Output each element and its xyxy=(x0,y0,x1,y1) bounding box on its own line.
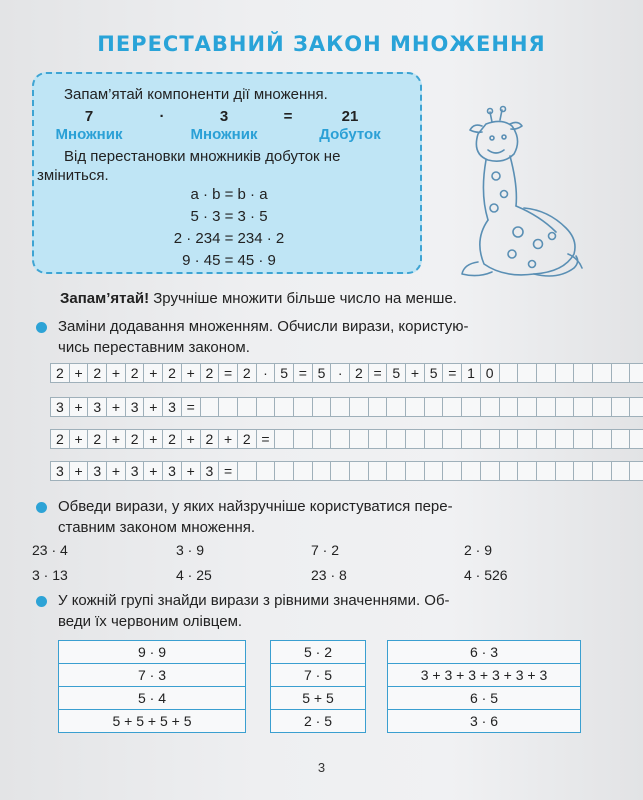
grid-cell[interactable]: 2 xyxy=(200,429,220,449)
remember-text: Зручніше множити більше число на менше. xyxy=(149,290,457,307)
grid-cell[interactable] xyxy=(592,461,612,481)
grid-cell[interactable] xyxy=(293,461,313,481)
grid-cell[interactable] xyxy=(611,363,631,383)
grid-cell[interactable]: 2 xyxy=(237,429,257,449)
grid-cell[interactable] xyxy=(405,429,425,449)
expression[interactable]: 23 · 4 xyxy=(32,542,68,558)
group2-expression[interactable]: 5 + 5 xyxy=(271,687,366,710)
group1-expression[interactable]: 5 · 4 xyxy=(59,687,246,710)
grid-cell[interactable] xyxy=(200,397,220,417)
remember-line xyxy=(60,288,457,310)
grid-cell[interactable]: 2 xyxy=(50,429,70,449)
task3-line-1: У кожній групі знайди вирази з рівними значеннями. Об- xyxy=(58,592,450,609)
task1-line-2: чись переставним законом. xyxy=(58,339,250,356)
grid-cell[interactable] xyxy=(517,429,537,449)
task3-line-2: веди їх червоним олівцем. xyxy=(58,613,243,630)
grid-cell[interactable]: 2 xyxy=(50,363,70,383)
grid-cell[interactable] xyxy=(424,397,444,417)
grid-cell[interactable]: 0 xyxy=(480,363,500,383)
group1-expression[interactable]: 9 · 9 xyxy=(59,641,246,664)
grid-cell[interactable] xyxy=(536,429,556,449)
grid-cell[interactable] xyxy=(442,461,462,481)
grid-cell[interactable] xyxy=(274,461,294,481)
grid-cell[interactable]: · xyxy=(256,363,276,383)
group2-expression[interactable]: 5 · 2 xyxy=(271,641,366,664)
grid-cell[interactable] xyxy=(517,363,537,383)
grid-cell[interactable]: + xyxy=(143,429,163,449)
grid-cell[interactable]: + xyxy=(143,397,163,417)
example-4: 9 · 45 = 45 · 9 xyxy=(182,252,276,269)
grid-cell[interactable]: 3 xyxy=(125,461,145,481)
grid-cell[interactable] xyxy=(555,363,575,383)
grid-cell[interactable]: 5 xyxy=(312,363,332,383)
group2-expression[interactable]: 2 · 5 xyxy=(271,710,366,733)
answer-grid-row-1 xyxy=(50,363,643,383)
grid-cell[interactable]: 3 xyxy=(125,397,145,417)
grid-cell[interactable] xyxy=(573,429,593,449)
expression[interactable]: 3 · 9 xyxy=(176,542,205,558)
grid-cell[interactable] xyxy=(386,429,406,449)
grid-cell[interactable]: 2 xyxy=(200,363,220,383)
expression[interactable]: 3 · 13 xyxy=(32,567,68,583)
page-number: 3 xyxy=(317,760,326,775)
task1-line-1: Заміни додавання множенням. Обчисли вирази, користую- xyxy=(58,318,469,335)
answer-grid-row-3 xyxy=(50,429,643,449)
grid-cell[interactable] xyxy=(330,461,350,481)
grid-cell[interactable] xyxy=(312,429,332,449)
group-table-3 xyxy=(387,640,581,733)
factor-b: 3 xyxy=(219,108,229,125)
blue-dot-icon xyxy=(36,322,47,333)
grid-cell[interactable]: 2 xyxy=(237,363,257,383)
grid-cell[interactable]: 3 xyxy=(200,461,220,481)
grid-cell[interactable] xyxy=(499,461,519,481)
grid-cell[interactable]: 3 xyxy=(87,461,107,481)
grid-cell[interactable] xyxy=(405,461,425,481)
group-table-2 xyxy=(270,640,366,733)
grid-cell[interactable] xyxy=(499,363,519,383)
grid-cell[interactable] xyxy=(386,397,406,417)
answer-grid-row-2 xyxy=(50,397,643,417)
grid-cell[interactable] xyxy=(386,461,406,481)
grid-cell[interactable] xyxy=(611,429,631,449)
expression[interactable]: 7 · 2 xyxy=(311,542,340,558)
grid-cell[interactable] xyxy=(611,397,631,417)
grid-cell[interactable]: = xyxy=(218,363,238,383)
grid-cell[interactable]: + xyxy=(181,461,201,481)
grid-cell[interactable]: = xyxy=(218,461,238,481)
grid-cell[interactable] xyxy=(461,429,481,449)
grid-cell[interactable] xyxy=(629,461,643,481)
blue-dot-icon xyxy=(36,502,47,513)
group3-expression[interactable]: 3 · 6 xyxy=(388,710,581,733)
grid-cell[interactable] xyxy=(611,461,631,481)
grid-cell[interactable] xyxy=(237,461,257,481)
grid-cell[interactable] xyxy=(555,461,575,481)
law-line-1: Від перестановки множників добуток не xyxy=(64,148,341,165)
grid-cell[interactable] xyxy=(368,429,388,449)
grid-cell[interactable]: 5 xyxy=(424,363,444,383)
grid-cell[interactable]: + xyxy=(106,397,126,417)
grid-cell[interactable]: 5 xyxy=(386,363,406,383)
grid-cell[interactable]: 2 xyxy=(87,363,107,383)
grid-cell[interactable]: = xyxy=(442,363,462,383)
grid-cell[interactable]: + xyxy=(218,429,238,449)
grid-cell[interactable] xyxy=(330,429,350,449)
label-multiplier-2: Множник xyxy=(190,126,258,143)
grid-cell[interactable] xyxy=(480,461,500,481)
expression[interactable]: 4 · 526 xyxy=(464,567,508,583)
grid-cell[interactable]: + xyxy=(106,429,126,449)
multiply-sign: · xyxy=(159,108,165,125)
grid-cell[interactable] xyxy=(629,397,643,417)
grid-cell[interactable]: + xyxy=(69,397,89,417)
grid-cell[interactable] xyxy=(461,461,481,481)
grid-cell[interactable] xyxy=(573,461,593,481)
grid-cell[interactable]: + xyxy=(405,363,425,383)
grid-cell[interactable] xyxy=(555,429,575,449)
grid-cell[interactable] xyxy=(237,397,257,417)
grid-cell[interactable] xyxy=(461,397,481,417)
grid-cell[interactable]: = xyxy=(256,429,276,449)
grid-cell[interactable] xyxy=(256,397,276,417)
grid-cell[interactable]: 3 xyxy=(87,397,107,417)
grid-cell[interactable]: 2 xyxy=(87,429,107,449)
grid-cell[interactable] xyxy=(480,429,500,449)
grid-cell[interactable] xyxy=(368,397,388,417)
grid-cell[interactable] xyxy=(499,429,519,449)
task2-line-2: ставним законом множення. xyxy=(58,519,256,536)
grid-cell[interactable] xyxy=(442,397,462,417)
grid-cell[interactable] xyxy=(274,397,294,417)
grid-cell[interactable] xyxy=(349,461,369,481)
answer-grid-row-4 xyxy=(50,461,643,481)
grid-cell[interactable] xyxy=(555,397,575,417)
grid-cell[interactable] xyxy=(312,461,332,481)
factor-a: 7 xyxy=(84,108,94,125)
grid-cell[interactable]: 2 xyxy=(162,363,182,383)
grid-cell[interactable] xyxy=(312,397,332,417)
expression[interactable]: 23 · 8 xyxy=(311,567,347,583)
grid-cell[interactable]: + xyxy=(181,363,201,383)
grid-cell[interactable] xyxy=(629,363,643,383)
grid-cell[interactable] xyxy=(536,363,556,383)
expression[interactable]: 4 · 25 xyxy=(176,567,212,583)
grid-cell[interactable] xyxy=(405,397,425,417)
grid-cell[interactable] xyxy=(592,363,612,383)
grid-cell[interactable]: + xyxy=(106,363,126,383)
grid-cell[interactable]: 5 xyxy=(274,363,294,383)
grid-cell[interactable]: + xyxy=(143,363,163,383)
grid-cell[interactable] xyxy=(293,397,313,417)
group-table-1 xyxy=(58,640,246,733)
rule-intro: Запам’ятай компоненти дії множення. xyxy=(64,86,328,103)
example-3: 2 · 234 = 234 · 2 xyxy=(173,230,285,247)
grid-cell[interactable] xyxy=(499,397,519,417)
label-product: Добуток xyxy=(319,126,381,143)
grid-cell[interactable]: 1 xyxy=(461,363,481,383)
grid-cell[interactable]: + xyxy=(69,429,89,449)
expression[interactable]: 2 · 9 xyxy=(464,542,493,558)
grid-cell[interactable]: 3 xyxy=(162,461,182,481)
grid-cell[interactable] xyxy=(368,461,388,481)
grid-cell[interactable] xyxy=(573,363,593,383)
grid-cell[interactable]: · xyxy=(330,363,350,383)
grid-cell[interactable]: = xyxy=(181,397,201,417)
grid-cell[interactable]: + xyxy=(143,461,163,481)
grid-cell[interactable] xyxy=(517,397,537,417)
grid-cell[interactable] xyxy=(218,397,238,417)
group3-expression[interactable]: 6 · 3 xyxy=(388,641,581,664)
page-title: ПЕРЕСТАВНИЙ ЗАКОН МНОЖЕННЯ xyxy=(97,32,546,56)
grid-cell[interactable] xyxy=(349,397,369,417)
grid-cell[interactable]: 2 xyxy=(349,363,369,383)
group1-expression[interactable]: 5 + 5 + 5 + 5 xyxy=(59,710,246,733)
grid-cell[interactable] xyxy=(442,429,462,449)
equals-sign: = xyxy=(283,108,293,125)
task2-line-1: Обведи вирази, у яких найзручніше користуватися пере- xyxy=(58,498,453,515)
grid-cell[interactable] xyxy=(330,397,350,417)
group3-expression[interactable]: 3 + 3 + 3 + 3 + 3 + 3 xyxy=(388,664,581,687)
grid-cell[interactable] xyxy=(592,397,612,417)
grid-cell[interactable]: 2 xyxy=(162,429,182,449)
grid-cell[interactable]: 2 xyxy=(125,429,145,449)
grid-cell[interactable] xyxy=(424,461,444,481)
grid-cell[interactable] xyxy=(592,429,612,449)
grid-cell[interactable] xyxy=(349,429,369,449)
grid-cell[interactable] xyxy=(536,461,556,481)
label-multiplier-1: Множник xyxy=(55,126,123,143)
grid-cell[interactable] xyxy=(274,429,294,449)
grid-cell[interactable]: 2 xyxy=(125,363,145,383)
remember-bold: Запам’ятай! xyxy=(60,290,150,307)
grid-cell[interactable]: + xyxy=(181,429,201,449)
example-2: 5 · 3 = 3 · 5 xyxy=(190,208,268,225)
grid-cell[interactable] xyxy=(424,429,444,449)
giraffe-illustration xyxy=(448,104,586,284)
grid-cell[interactable] xyxy=(480,397,500,417)
blue-dot-icon xyxy=(36,596,47,607)
grid-cell[interactable]: 3 xyxy=(50,461,70,481)
grid-cell[interactable] xyxy=(573,397,593,417)
grid-cell[interactable] xyxy=(256,461,276,481)
rule-box xyxy=(32,72,422,274)
group1-expression[interactable]: 7 · 3 xyxy=(59,664,246,687)
grid-cell[interactable]: 3 xyxy=(162,397,182,417)
grid-cell[interactable]: + xyxy=(69,363,89,383)
product: 21 xyxy=(341,108,359,125)
group2-expression[interactable]: 7 · 5 xyxy=(271,664,366,687)
grid-cell[interactable]: 3 xyxy=(50,397,70,417)
law-line-2: зміниться. xyxy=(37,167,109,184)
group3-expression[interactable]: 6 · 5 xyxy=(388,687,581,710)
grid-cell[interactable]: = xyxy=(293,363,313,383)
grid-cell[interactable] xyxy=(293,429,313,449)
grid-cell[interactable]: + xyxy=(69,461,89,481)
example-1: a · b = b · a xyxy=(190,186,268,203)
grid-cell[interactable] xyxy=(517,461,537,481)
grid-cell[interactable]: = xyxy=(368,363,388,383)
grid-cell[interactable] xyxy=(629,429,643,449)
grid-cell[interactable]: + xyxy=(106,461,126,481)
grid-cell[interactable] xyxy=(536,397,556,417)
